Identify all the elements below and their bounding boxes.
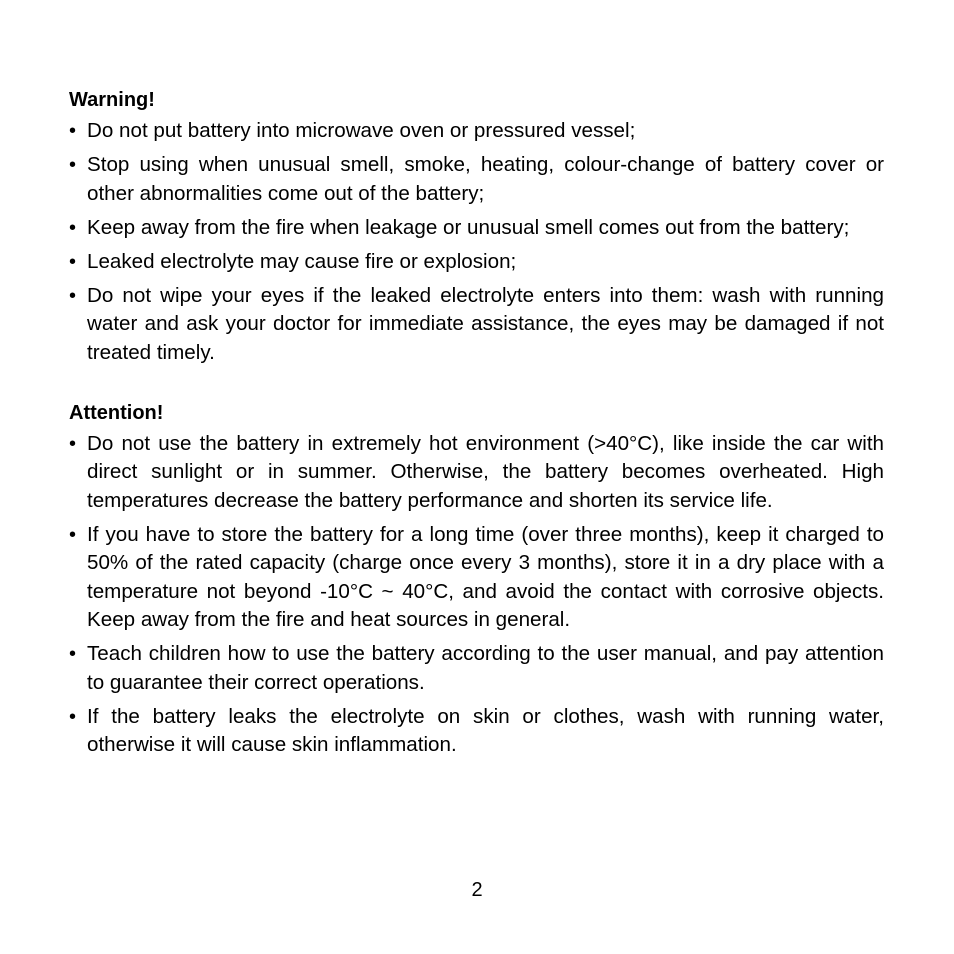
attention-heading: Attention! <box>69 401 164 424</box>
attention-item-text: If you have to store the battery for a long time (over three months), keep it charged to 50% of the rated capacity (charge once every 3 months), store it in a dry place with a temperature not beyond -10°C ~ 40°C, and avoid the contact with corrosive objects. Keep away from the fire and heat sources in general. <box>87 522 884 631</box>
bullet-icon: • <box>69 284 77 307</box>
bullet-icon: • <box>69 216 77 239</box>
attention-item-text: Teach children how to use the battery according to the user manual, and pay attention to guarantee their correct operations. <box>87 642 884 694</box>
warning-item-text: Do not put battery into microwave oven or pressured vessel; <box>87 119 636 142</box>
manual-page <box>69 86 884 765</box>
warning-section <box>69 86 884 367</box>
attention-item <box>69 703 884 760</box>
attention-item <box>69 521 884 635</box>
warning-item <box>69 117 884 146</box>
attention-item-text: Do not use the battery in extremely hot environment (>40°C), like inside the car with direct sunlight or in summer. Otherwise, the battery becomes overheated. High temperatures decrease the battery performance and shorten its service life. <box>87 431 884 512</box>
attention-section <box>69 399 884 760</box>
bullet-icon: • <box>69 523 77 546</box>
bullet-icon: • <box>69 120 77 142</box>
warning-item <box>69 151 884 208</box>
bullet-icon: • <box>69 154 77 176</box>
warning-item-text: Keep away from the fire when leakage or unusual smell comes out from the battery; <box>87 215 850 239</box>
section-spacer <box>69 373 884 399</box>
warning-item-text: Leaked electrolyte may cause fire or explosion; <box>87 249 517 273</box>
warning-item <box>69 248 884 277</box>
warning-item <box>69 214 884 243</box>
page-number: 2 <box>471 879 483 901</box>
warning-item-text: Do not wipe your eyes if the leaked electrolyte enters into them: wash with running water and ask your doctor for immediate assistance, the eyes may be damaged if not treated timely. <box>87 283 884 364</box>
bullet-icon: • <box>69 250 77 273</box>
bullet-icon: • <box>69 705 77 728</box>
attention-list <box>69 430 884 760</box>
warning-item <box>69 282 884 368</box>
bullet-icon: • <box>69 432 77 455</box>
warning-list <box>69 117 884 367</box>
bullet-icon: • <box>69 643 77 665</box>
warning-heading: Warning! <box>69 89 155 111</box>
attention-item <box>69 640 884 697</box>
attention-item <box>69 430 884 516</box>
warning-item-text: Stop using when unusual smell, smoke, heating, colour-change of battery cover or other abnormalities come out of the battery; <box>87 153 884 205</box>
attention-item-text: If the battery leaks the electrolyte on skin or clothes, wash with running water, otherwise it will cause skin inflammation. <box>87 704 884 756</box>
